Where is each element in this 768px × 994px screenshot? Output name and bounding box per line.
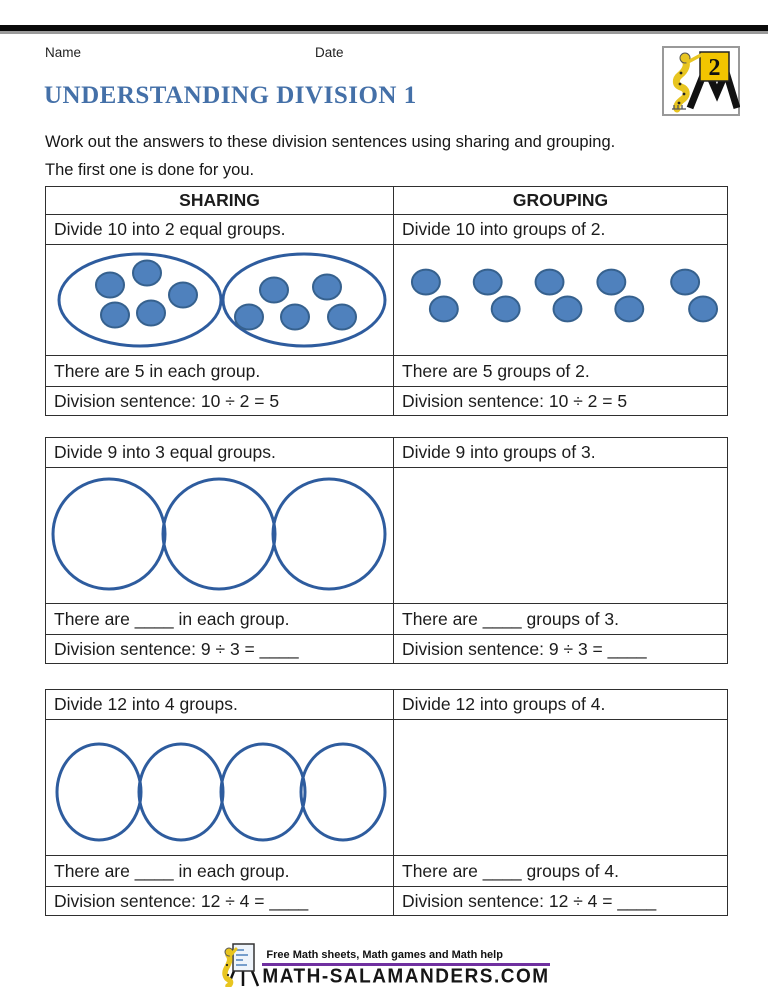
footer-tagline: Free Math sheets, Math games and Math help (266, 949, 503, 961)
grouping-header: GROUPING (393, 187, 727, 214)
sharing-prompt-1: Divide 10 into 2 equal groups. (54, 219, 286, 239)
sharing-result-3: There are ____ in each group. (54, 860, 290, 881)
worksheet-table-1 (45, 186, 728, 416)
table-row (46, 603, 727, 634)
instructions-line-2: The first one is done for you. (45, 161, 255, 179)
sharing-result-1: There are 5 in each group. (54, 360, 261, 381)
date-label: Date (315, 45, 344, 60)
sharing-sentence-2: Division sentence: 9 ÷ 3 = ____ (54, 638, 299, 659)
grouping-prompt-2: Divide 9 into groups of 3. (393, 438, 727, 467)
grouping-pairs-image-1 (393, 245, 727, 355)
table-row (46, 886, 727, 915)
instructions (45, 128, 615, 184)
table-row (46, 719, 727, 855)
three-empty-circles-icon (46, 468, 393, 603)
grouping-result-1: There are 5 groups of 2. (393, 356, 727, 386)
name-label: Name (45, 45, 82, 60)
sharing-empty-ovals-image-3 (46, 720, 393, 855)
table-row (46, 214, 727, 244)
worksheet-table-2 (45, 437, 728, 664)
table-row (46, 855, 727, 886)
sharing-header: SHARING (179, 190, 260, 210)
table-row (46, 355, 727, 386)
worksheet-table-3 (45, 689, 728, 916)
salamander-logo-icon (662, 46, 740, 116)
footer-site-text: MATH-SALAMANDERS.COM (262, 965, 550, 988)
two-ovals-five-dots-icon (46, 245, 393, 355)
four-empty-ovals-icon (46, 720, 393, 855)
sharing-result-2: There are ____ in each group. (54, 608, 290, 629)
sharing-empty-circles-image-2 (46, 468, 393, 603)
footer-salamander-easel-icon (218, 941, 260, 987)
sharing-sentence-3: Division sentence: 12 ÷ 4 = ____ (54, 890, 309, 911)
table-row (46, 467, 727, 603)
grouping-result-3: There are ____ groups of 4. (393, 856, 727, 886)
footer-brand (0, 941, 768, 987)
grouping-result-2: There are ____ groups of 3. (393, 604, 727, 634)
grouping-sentence-1: Division sentence: 10 ÷ 2 = 5 (393, 387, 727, 415)
grouping-prompt-1: Divide 10 into groups of 2. (393, 215, 727, 244)
sharing-prompt-3: Divide 12 into 4 groups. (54, 694, 238, 714)
logo-grade-number: 2 (708, 55, 721, 81)
five-pairs-of-dots-icon (394, 245, 727, 355)
table-row (46, 634, 727, 663)
table-row (46, 244, 727, 355)
grouping-sentence-2: Division sentence: 9 ÷ 3 = ____ (393, 635, 727, 663)
table-row (46, 187, 727, 214)
sharing-groups-image-1 (46, 245, 393, 355)
instructions-line-1: Work out the answers to these division sentences using sharing and grouping. (45, 133, 616, 151)
table-row (46, 438, 727, 467)
page-title: UNDERSTANDING DIVISION 1 (44, 82, 417, 109)
sharing-prompt-2: Divide 9 into 3 equal groups. (54, 442, 276, 462)
table-row (46, 386, 727, 415)
top-rule-gray (0, 31, 768, 34)
grouping-prompt-3: Divide 12 into groups of 4. (393, 690, 727, 719)
grouping-workspace-3 (393, 720, 727, 855)
table-row (46, 690, 727, 719)
grouping-sentence-3: Division sentence: 12 ÷ 4 = ____ (393, 887, 727, 915)
math-salamanders-grade-logo (662, 46, 740, 116)
sharing-sentence-1: Division sentence: 10 ÷ 2 = 5 (54, 390, 280, 411)
grouping-workspace-2 (393, 468, 727, 603)
